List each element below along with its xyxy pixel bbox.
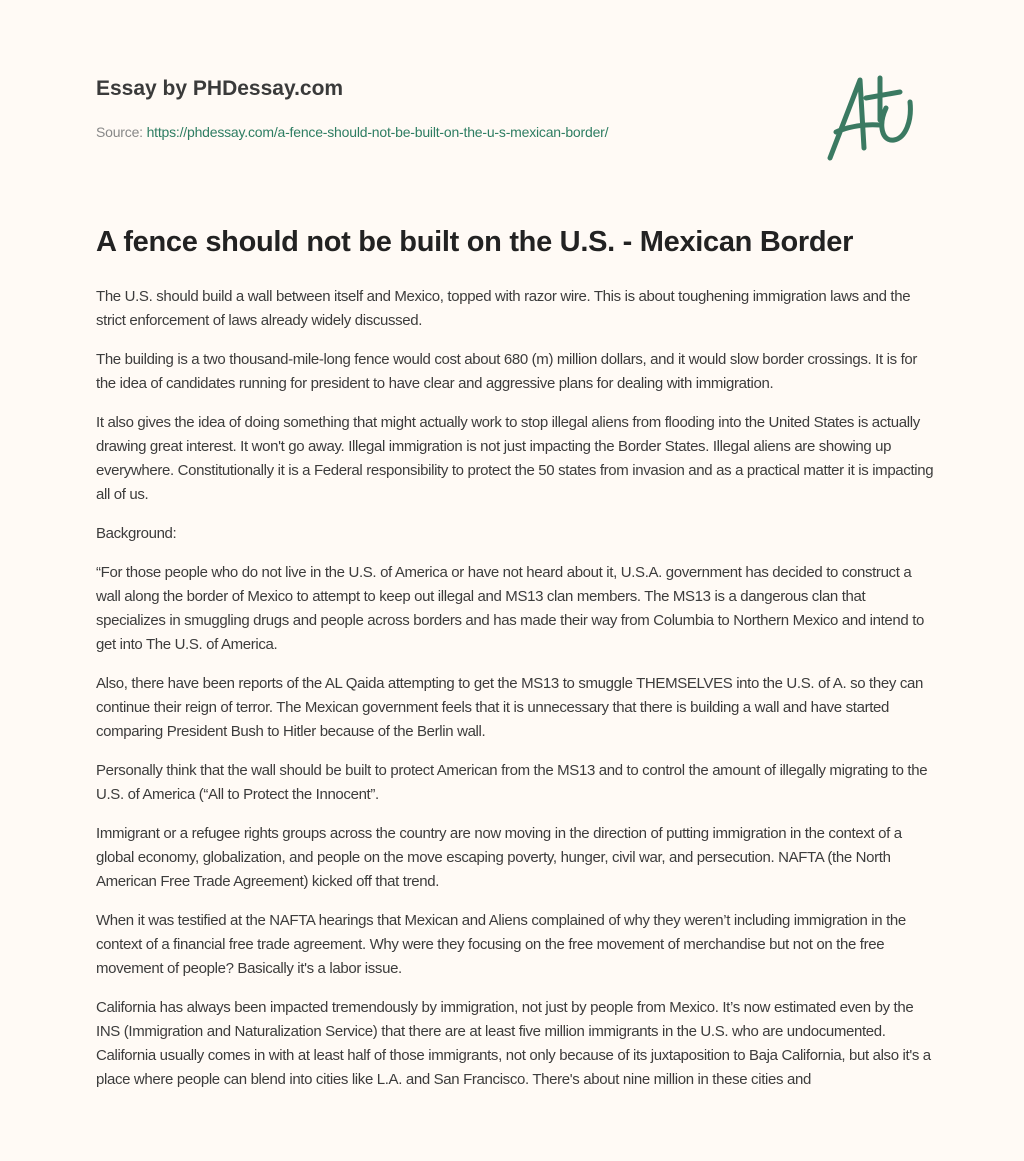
paragraph: Also, there have been reports of the AL Qaida attempting to get the MS13 to smuggle THEMSELVES into the U.S. of A. so they can continue their reign of terror. The Mexican government feels that it is unnecessary that there is building a wall and have started comparing President Bush to Hitler because of the Berlin wall.: [96, 675, 923, 740]
paragraph: When it was testified at the NAFTA hearings that Mexican and Aliens complained of why they weren’t including immigration in the context of a financial free trade agreement. Why were they focusing on the free movement of merchandise but not on the free movement of people? Basically it's a labor issue.: [96, 912, 906, 977]
source-line: [96, 124, 608, 140]
paragraph: It also gives the idea of doing something that might actually work to stop illegal aliens from flooding into the United States is actually drawing great interest. It won't go away. Illegal immigration is not just impacting the Border States. Illegal aliens are showing up everywhere. Constitutionally it is a Federal responsibility to protect the 50 states from invasion and as a practical matter it is impacting all of us.: [96, 414, 934, 503]
paragraph: The building is a two thousand-mile-long fence would cost about 680 (m) million dollars, and it would slow border crossings. It is for the idea of candidates running for president to have clear and aggressive plans for dealing with immigration.: [96, 351, 918, 392]
paragraph: California has always been impacted tremendously by immigration, not just by people from Mexico. It’s now estimated even by the INS (Immigration and Naturalization Service) that there are at least five million immigrants in the U.S. who are undocumented. California usually comes in with at least half of those immigrants, not only because of its juxtaposition to Baja California, but also it's a place where people can blend into cities like L.A. and San Francisco. There's about nine million in these cities and: [96, 999, 931, 1088]
essay-title: A fence should not be built on the U.S. - Mexican Border: [96, 226, 854, 258]
source-link[interactable]: https://phdessay.com/a-fence-should-not-be-built-on-the-u-s-mexican-border/: [146, 124, 609, 140]
a-plus-logo: [820, 70, 930, 165]
paragraph: Background:: [96, 525, 177, 542]
paragraph: Personally think that the wall should be built to protect American from the MS13 and to control the amount of illegally migrating to the U.S. of America (“All to Protect the Innocent”.: [96, 762, 928, 803]
essay-body: [96, 285, 936, 1107]
paragraph: The U.S. should build a wall between itself and Mexico, topped with razor wire. This is about toughening immigration laws and the strict enforcement of laws already widely discussed.: [96, 288, 911, 329]
paragraph: “For those people who do not live in the U.S. of America or have not heard about it, U.S.A. government has decided to construct a wall along the border of Mexico to attempt to keep out illegal and MS13 clan members. The MS13 is a dangerous clan that specializes in smuggling drugs and people across borders and has made their way from Columbia to Northern Mexico and intend to get into The U.S. of America.: [96, 564, 925, 653]
paragraph: Immigrant or a refugee rights groups across the country are now moving in the direction of putting immigration in the context of a global economy, globalization, and people on the move escaping poverty, hunger, civil war, and persecution. NAFTA (the North American Free Trade Agreement) kicked off that trend.: [96, 825, 902, 890]
site-brand: Essay by PHDessay.com: [96, 77, 344, 100]
source-label: Source:: [96, 124, 143, 140]
